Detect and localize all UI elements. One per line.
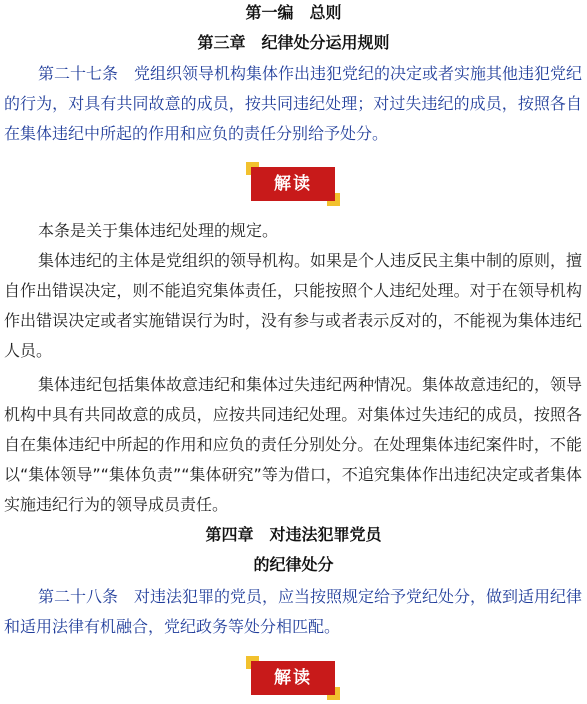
article-28-text: 第二十八条 对违法犯罪的党员，应当按照规定给予党纪处分，做到适用纪律和适用法律有机融合，党纪政务等处分相匹配。 — [4, 587, 583, 636]
interpretation-paragraph: 本条是关于集体违纪处理的规定。 — [38, 221, 279, 240]
chapter-3-title: 第三章 纪律处分运用规则 — [197, 33, 390, 52]
interpretation-badge — [251, 661, 335, 695]
interpretation-badge — [251, 167, 335, 201]
article-27-text: 第二十七条 党组织领导机构集体作出违犯党纪的决定或者实施其他违犯党纪的行为，对具有共同故意的成员，按共同违纪处理；对过失违纪的成员，按照各自在集体违纪中所起的作用和应负的责任分别给予处分。 — [4, 64, 583, 143]
interpretation-badge-label: 解读 — [251, 661, 335, 695]
chapter-4-title-line-2: 的纪律处分 — [253, 555, 334, 574]
interpretation-paragraph: 集体违纪的主体是党组织的领导机构。如果是个人违反民主集中制的原则，擅自作出错误决定，则不能追究集体责任，只能按照个人违纪处理。对于在领导机构作出错误决定或者实施错误行为时，没有参与或者表示反对的，不能视为集体违纪人员。 — [4, 251, 583, 360]
part-title: 第一编 总则 — [245, 3, 342, 22]
interpretation-badge-label: 解读 — [251, 167, 335, 201]
chapter-4-title-line-1: 第四章 对违法犯罪党员 — [205, 525, 382, 544]
interpretation-paragraph: 集体违纪包括集体故意违纪和集体过失违纪两种情况。集体故意违纪的，领导机构中具有共同故意的成员，应按共同违纪处理。对集体过失违纪的成员，按照各自在集体违纪中所起的作用和应负的责任分别处分。在处理集体违纪案件时，不能以“集体领导”“集体负责”“集体研究”等为借口，不追究集体作出违纪决定或者集体实施违纪行为的领导成员责任。 — [4, 375, 583, 514]
